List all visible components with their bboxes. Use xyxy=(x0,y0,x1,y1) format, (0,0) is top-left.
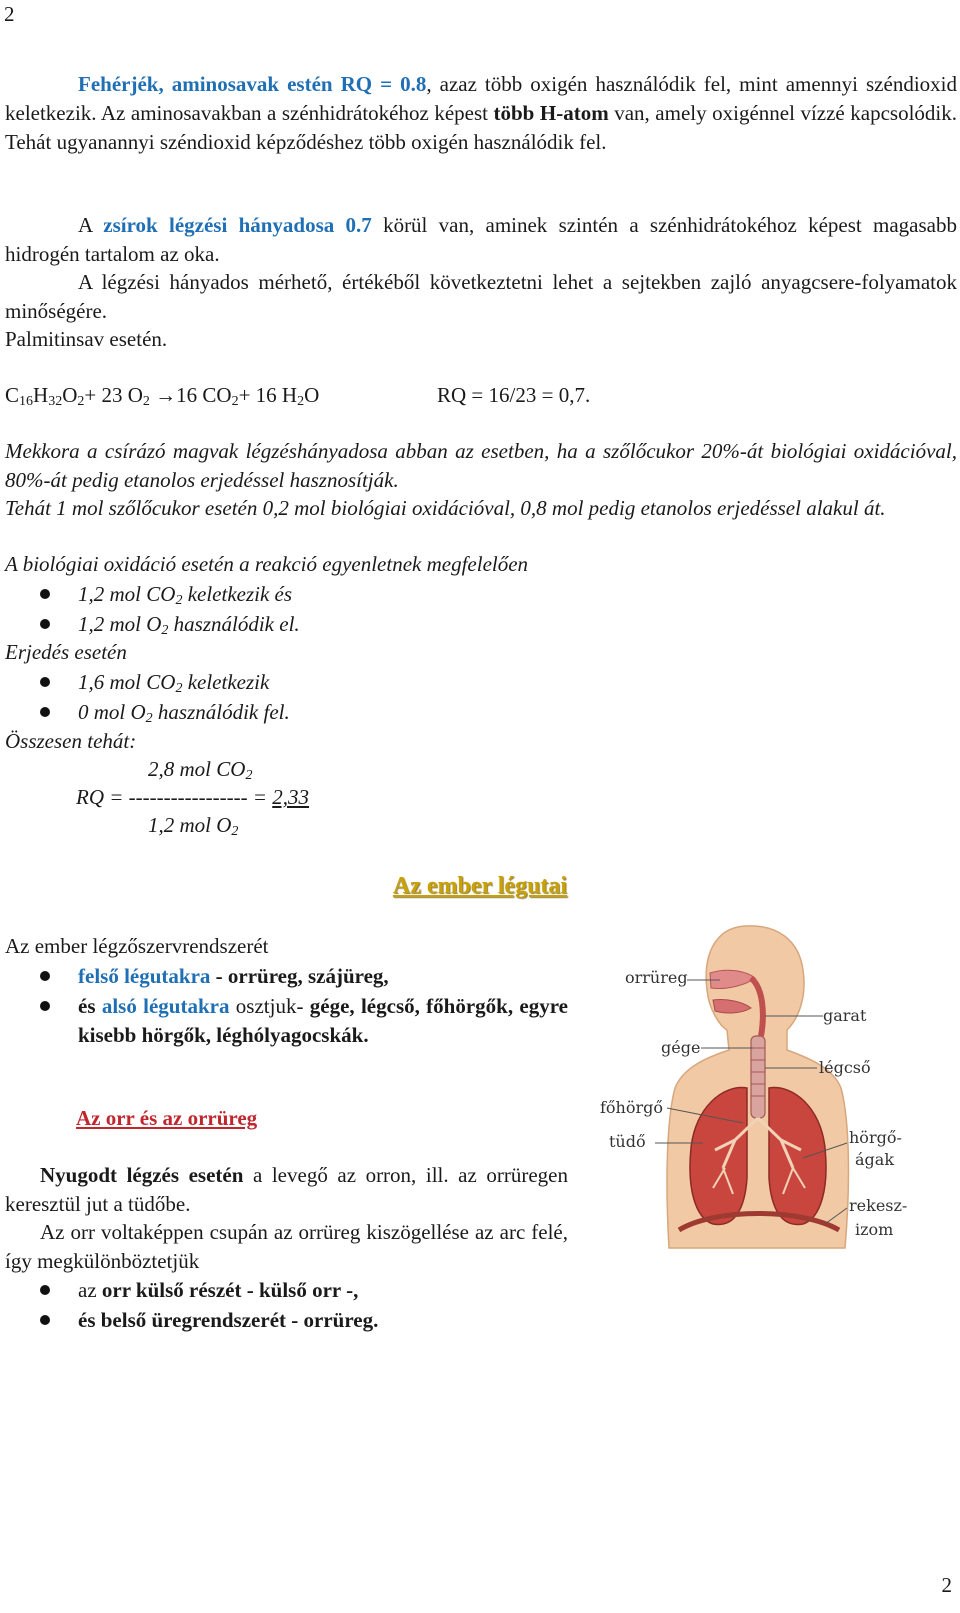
respiratory-system-intro: Az ember légzőszervrendszerét xyxy=(5,934,269,958)
list-item-nasal-cavity: és belső üregrendszerét - orrüreg. xyxy=(78,1308,379,1332)
palmitic-acid-label: Palmitinsav esetén. xyxy=(5,327,168,351)
figure-label-nasal-cavity: orrüreg xyxy=(625,968,688,987)
fraction-denominator: 1,2 mol $O_2$ xyxy=(148,813,239,839)
page-number-top: 2 xyxy=(4,2,15,26)
list-item: 1,2 mol $O_2$ használódik el. xyxy=(78,612,300,638)
bullet xyxy=(40,1001,50,1011)
paragraph-nose: Az orr voltaképpen csupán az orrüreg kiszögellése az arc felé, így megkülönböztetjük xyxy=(5,1220,568,1273)
palmitic-equation: $C_{16}H_{32}O_2+ 23$ $O_2 \to 16$ $CO_2+ 16$ $H_2O$ xyxy=(5,383,320,409)
total-label: Összesen tehát: xyxy=(5,729,137,753)
list-item: 0 mol $O_2$ használódik fel. xyxy=(78,700,290,726)
palmitic-rq: RQ = 16/23 = 0,7. xyxy=(437,383,591,407)
fraction-line: RQ = ----------------- = 2,33 xyxy=(76,785,309,809)
paragraph-fat-rq: A zsírok légzési hányadosa 0.7 körül van, aminek szintén a szénhidrátokéhoz képest magasabb hidrogén tartalom az oka. xyxy=(5,213,957,266)
paragraph-question: Mekkora a csírázó magvak légzéshányadosa abban az esetben, ha a szőlőcukor 20%-át biológiai oxidációval, 80%-át pedig etanolos erjedéssel hasznosítják. xyxy=(5,439,957,492)
bullet xyxy=(40,1285,50,1295)
figure-label-bronchi-1: hörgő- xyxy=(849,1128,902,1147)
section-title: Az ember légutai xyxy=(392,873,568,899)
page-number-bottom: 2 xyxy=(941,1573,952,1597)
more-h-atom: több H-atom xyxy=(493,101,609,125)
bullet xyxy=(40,589,50,599)
list-item-lower-airways: és alsó légutakra osztjuk- gége, légcső, főhörgők, egyre kisebb hörgők, léghólyagocskák. xyxy=(78,994,569,1047)
bullet xyxy=(40,971,50,981)
paragraph-rq-measurable: A légzési hányados mérhető, értékéből következtetni lehet a sejtekben zajló anyagcsere-folyamatok minőségére. xyxy=(5,270,957,323)
bullet xyxy=(40,619,50,629)
bio-oxidation-label: A biológiai oxidáció esetén a reakció egyenletnek megfelelően xyxy=(5,552,529,576)
list-item: 1,6 mol $CO_2$ keletkezik xyxy=(78,670,270,696)
paragraph-calm-breathing: Nyugodt légzés esetén a levegő az orron, ill. az orrüregen keresztül jut a tüdőbe. xyxy=(5,1163,568,1216)
figure-label-pharynx: garat xyxy=(823,1006,867,1025)
fat-rq-highlight: zsírok légzési hányadosa 0.7 xyxy=(103,213,372,237)
fraction-numerator: 2,8 mol $CO_2$ xyxy=(148,757,253,783)
figure-label-main-bronchus: főhörgő xyxy=(600,1098,664,1117)
figure-label-lung: tüdő xyxy=(609,1132,646,1151)
rq-result: 2,33 xyxy=(272,785,309,809)
paragraph-protein-rq: Fehérjék, aminosavak estén RQ = 0.8, azaz több oxigén használódik fel, mint amennyi széndioxid keletkezik. Az aminosavakban a szénhidrátokéhoz képest több H-atom van, amely oxigénnel vízzé kapcsolódik. Tehát ugyanannyi széndioxid képződéshez több oxigén használódik fel. xyxy=(5,72,957,154)
figure-label-diaphragm-1: rekesz- xyxy=(849,1196,908,1215)
respiratory-system-figure xyxy=(595,918,930,1268)
fermentation-label: Erjedés esetén xyxy=(5,640,127,664)
bullet xyxy=(40,1315,50,1325)
protein-rq-highlight: Fehérjék, aminosavak estén RQ = 0.8 xyxy=(78,72,427,96)
figure-label-larynx: gége xyxy=(661,1038,701,1057)
figure-label-bronchi-2: ágak xyxy=(855,1150,895,1169)
list-item-upper-airways: felső légutakra - orrüreg, szájüreg, xyxy=(78,964,389,988)
subsection-title: Az orr és az orrüreg xyxy=(76,1106,258,1130)
figure-label-trachea: légcső xyxy=(819,1058,871,1077)
list-item-external-nose: az orr külső részét - külső orr -, xyxy=(78,1278,359,1302)
paragraph-glucose: Tehát 1 mol szőlőcukor esetén 0,2 mol biológiai oxidációval, 0,8 mol pedig etanolos erjedéssel alakul át. xyxy=(5,496,886,520)
list-item: 1,2 mol $CO_2$ keletkezik és xyxy=(78,582,293,608)
bullet xyxy=(40,677,50,687)
bullet xyxy=(40,707,50,717)
figure-label-diaphragm-2: izom xyxy=(855,1220,894,1239)
